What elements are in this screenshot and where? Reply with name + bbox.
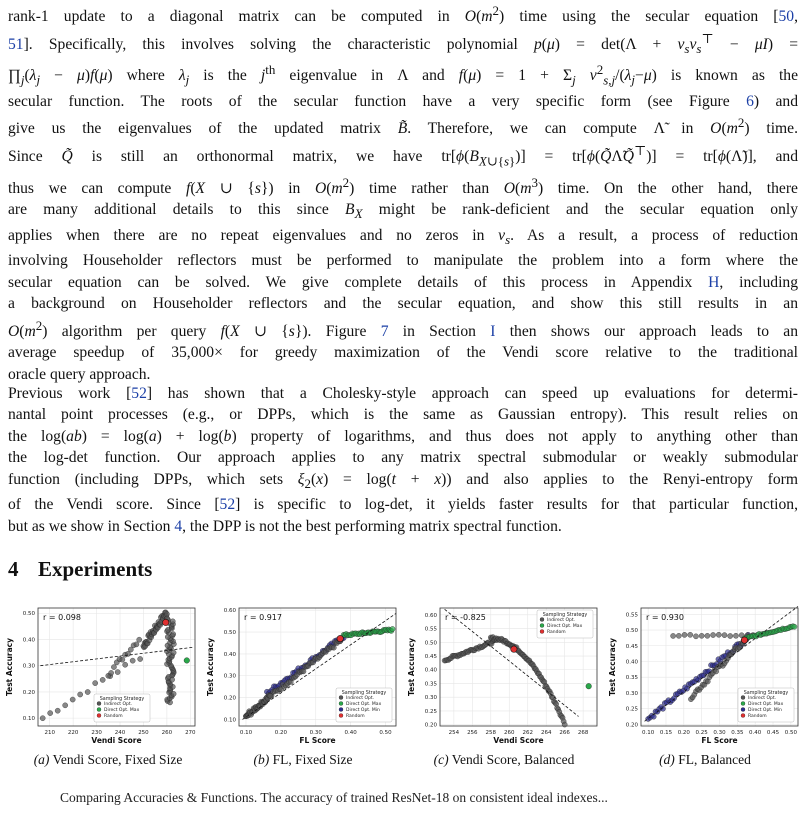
y-axis-label: Test Accuracy: [206, 638, 215, 696]
correlation-label: r = 0.098: [43, 613, 81, 622]
y-tick-label: 0.20: [625, 722, 638, 729]
legend-marker: [339, 714, 343, 718]
y-tick-label: 0.50: [22, 611, 35, 618]
legend-title: Sampling Strategy: [743, 691, 789, 696]
legend-marker: [741, 696, 745, 700]
data-point-indirect: [170, 619, 175, 624]
text-line: secular equation can be solved. We give complete details of this process in Appendix H, including: [8, 273, 799, 291]
x-tick-label: 258: [485, 730, 497, 736]
data-point-indirect: [70, 697, 75, 702]
y-tick-label: 0.40: [22, 637, 35, 644]
subcaption-label: (a): [33, 752, 50, 767]
data-point-indirect: [699, 633, 704, 638]
subcaption-text: FL, Balanced: [678, 752, 751, 767]
text-line: average speedup of 35,000× for greedy maximization of the Vendi score relative to the traditional: [8, 344, 798, 362]
section-heading: [8, 557, 152, 582]
x-tick-label: 270: [185, 730, 196, 736]
x-tick-label: 220: [67, 730, 79, 736]
y-tick-label: 0.60: [424, 612, 437, 619]
y-tick-label: 0.30: [223, 673, 236, 680]
body-paragraph-2: [8, 383, 798, 537]
data-point-random: [511, 646, 517, 652]
scatter-chart-vendi-fixed: [2, 602, 202, 748]
y-tick-label: 0.30: [22, 663, 35, 670]
y-tick-label: 0.40: [223, 651, 236, 658]
y-tick-label: 0.55: [424, 626, 437, 633]
legend-entry: Indirect Opt.: [547, 618, 576, 623]
subcaption-text: Vendi Score, Balanced: [451, 752, 575, 767]
text-line: but as we show in Section 4, the DPP is not the best performing matrix spectral function.: [8, 517, 562, 535]
x-tick-label: 250: [138, 730, 149, 736]
x-axis-label: FL Score: [701, 736, 738, 745]
y-tick-label: 0.10: [223, 717, 236, 724]
subcaption-label: (d): [659, 752, 675, 767]
y-tick-label: 0.50: [223, 630, 236, 637]
legend-entry: Random: [748, 714, 767, 719]
x-tick-label: 260: [504, 730, 515, 736]
correlation-label: r = -0.825: [445, 613, 486, 622]
legend-marker: [339, 702, 343, 706]
x-tick-label: 0.35: [731, 730, 744, 736]
legend-marker: [741, 714, 745, 718]
text-line: the log-det function. Our approach applies to any matrix spectral submodular or weakly submodular: [8, 449, 798, 467]
y-tick-label: 0.35: [424, 681, 437, 688]
legend-marker: [97, 702, 101, 706]
x-tick-label: 262: [522, 730, 533, 736]
text-line: applies when there are no repeat eigenvalues and no zeros in $v_s$. As a result, a process of reduction: [8, 226, 798, 247]
subcaption-text: Vendi Score, Fixed Size: [52, 752, 183, 767]
text-line: are many additional details to this since $B_X$ might be rank-deficient and the secular equation only: [8, 201, 799, 222]
y-tick-label: 0.40: [424, 667, 437, 674]
chart-panel-d: [605, 602, 805, 748]
x-axis-label: Vendi Score: [493, 736, 544, 745]
x-tick-label: 0.45: [766, 730, 780, 736]
legend-marker: [97, 714, 101, 718]
legend-marker: [540, 624, 544, 628]
subcaption-text: FL, Fixed Size: [272, 752, 353, 767]
data-point-indirect: [722, 633, 727, 638]
x-tick-label: 0.30: [309, 730, 322, 736]
legend-marker: [741, 702, 745, 706]
x-tick-label: 0.10: [642, 730, 655, 736]
data-point-indirect: [268, 693, 273, 698]
data-point-direct-max: [184, 658, 190, 664]
data-point-indirect: [671, 633, 676, 638]
y-tick-label: 0.30: [625, 690, 638, 697]
text-line: thus we can compute f(X ∪ {s}) in $O(m^2)$ time rather than $O(m^3)$ time. On the other hand, there: [8, 174, 798, 197]
x-tick-label: 0.50: [379, 730, 392, 736]
y-tick-label: 0.30: [424, 695, 437, 702]
x-tick-label: 0.20: [677, 730, 690, 736]
legend-entry: Indirect Opt.: [346, 696, 375, 701]
scatter-chart-vendi-balanced: [404, 602, 604, 748]
data-point-indirect: [48, 710, 53, 715]
y-tick-label: 0.25: [424, 708, 437, 715]
y-axis-label: Test Accuracy: [608, 638, 617, 696]
subcaption-label: (c): [433, 752, 449, 767]
y-axis-label: Test Accuracy: [5, 638, 14, 696]
data-point-indirect: [55, 708, 60, 713]
legend-entry: Indirect Opt.: [748, 696, 777, 701]
section-title: Experiments: [38, 557, 153, 581]
y-tick-label: 0.20: [223, 695, 236, 702]
text-line: give us the eigenvalues of the updated matrix B̃. Therefore, we can compute Λ̃ in $O(m^2)$ time.: [8, 115, 798, 138]
x-tick-label: 0.30: [713, 730, 726, 736]
x-tick-label: 256: [467, 730, 478, 736]
x-tick-label: 0.15: [659, 730, 673, 736]
data-point-indirect: [130, 658, 135, 663]
data-point-indirect: [134, 642, 139, 647]
subcaption-a: [8, 752, 208, 768]
text-line: of the Vendi score. Since [52] is specific to log-det, it yields faster results for that particular function,: [8, 496, 798, 514]
x-tick-label: 0.10: [239, 730, 253, 736]
chart-panel-c: [404, 602, 604, 748]
text-line: 51]. Specifically, this involves solving the characteristic polynomial $p(\mu) = \det(\Lambda + v_sv_s^⊤ - \mu I)$ =: [8, 30, 799, 56]
text-line: Since Q̃ is still an orthonormal matrix, we have $tr[\phi(B_{X\cup\{s\}})]$ = tr[ϕ(Q̃Λ̃Q̃⊤)] = tr[ϕ(Λ̃)], and: [8, 143, 799, 169]
legend-entry: Random: [547, 630, 566, 635]
legend-title: Sampling Strategy: [341, 691, 387, 696]
section-number: 4: [8, 557, 19, 581]
legend-title: Sampling Strategy: [542, 613, 588, 618]
scatter-chart-fl-balanced: [605, 602, 805, 748]
data-point-indirect: [693, 634, 698, 639]
data-point-indirect: [710, 632, 715, 637]
x-tick-label: 264: [540, 730, 552, 736]
data-point-indirect: [63, 703, 68, 708]
text-line: the log(ab) = log(a) + log(b) property of logarithms, and thus does not apply to anything other than: [8, 427, 799, 445]
text-line: $\prod_j(\lambda_j - \mu)f(\mu)$ where $\lambda_j$ is the $j^{th}$ eigenvalue in Λ and $f(\mu) = 1 + \Sigma_j$ $v^2_{s,j}/(\lambda_j-\mu)$ is known as the: [8, 62, 799, 88]
data-point-direct-max: [586, 683, 592, 689]
y-tick-label: 0.25: [625, 706, 638, 713]
data-point-indirect: [137, 637, 142, 642]
data-point-indirect: [682, 632, 687, 637]
figure-caption: Comparing Accuracies & Functions. The accuracy of trained ResNet-18 on consistent ideal indexes...: [60, 790, 608, 805]
y-tick-label: 0.50: [424, 640, 437, 647]
x-tick-label: 210: [44, 730, 55, 736]
y-tick-label: 0.45: [424, 654, 437, 661]
y-tick-label: 0.60: [223, 608, 236, 615]
x-tick-label: 0.20: [274, 730, 287, 736]
subcaption-d: [605, 752, 805, 768]
x-tick-label: 254: [448, 730, 460, 736]
data-point-indirect: [331, 645, 336, 650]
legend-entry: Direct Opt. Max: [346, 702, 382, 707]
scatter-chart-fl-fixed: [203, 602, 403, 748]
data-point-indirect: [676, 633, 681, 638]
y-axis-label: Test Accuracy: [407, 638, 416, 696]
text-line: oracle query approach.: [8, 365, 151, 383]
legend-entry: Random: [104, 714, 123, 719]
text-line: rank-1 update to a diagonal matrix can be computed in $O(m^2)$ time using the secular equation [50,: [8, 3, 798, 26]
x-tick-label: 0.25: [695, 730, 708, 736]
y-tick-label: 0.55: [625, 612, 638, 619]
legend-marker: [540, 618, 544, 622]
x-tick-label: 266: [559, 730, 570, 736]
legend-entry: Direct Opt. Max: [748, 702, 784, 707]
data-point-direct-max: [792, 624, 797, 629]
data-point-indirect: [733, 633, 738, 638]
data-point-indirect: [109, 670, 114, 675]
data-point-random: [337, 635, 343, 641]
text-line: Previous work [52] has shown that a Cholesky-style approach can speed up evaluations for determi-: [8, 385, 798, 402]
correlation-label: r = 0.930: [646, 613, 684, 622]
correlation-label: r = 0.917: [244, 613, 282, 622]
data-point-indirect: [111, 664, 116, 669]
x-tick-label: 268: [577, 730, 589, 736]
data-point-indirect: [93, 681, 98, 686]
data-point-indirect: [78, 692, 83, 697]
data-point-indirect: [85, 689, 90, 694]
x-tick-label: 0.40: [344, 730, 357, 736]
data-point-indirect: [40, 716, 45, 721]
data-point-indirect: [728, 633, 733, 638]
x-axis-label: FL Score: [299, 736, 336, 745]
chart-panel-b: [203, 602, 403, 748]
legend-marker: [339, 696, 343, 700]
y-tick-label: 0.20: [22, 689, 35, 696]
legend-entry: Indirect Opt.: [104, 702, 133, 707]
text-line: nantal point processes (e.g., or DPPs, which is the same as Gaussian entropy). This result relies on: [8, 406, 798, 424]
x-tick-label: 0.40: [749, 730, 762, 736]
legend-marker: [540, 630, 544, 634]
y-tick-label: 0.45: [625, 643, 638, 650]
subcaption-label: (b): [253, 752, 270, 767]
legend-entry: Random: [346, 714, 365, 719]
data-point-indirect: [100, 677, 105, 682]
x-tick-label: 240: [114, 730, 126, 736]
legend-title: Sampling Strategy: [99, 697, 145, 702]
text-line: a background on Householder reflectors and the secular equation, and show this still results in an: [8, 295, 798, 313]
data-point-indirect: [120, 657, 125, 662]
subcaption-c: [404, 752, 604, 768]
y-tick-label: 0.20: [424, 722, 437, 729]
y-tick-label: 0.10: [22, 716, 35, 723]
data-point-indirect: [688, 632, 693, 637]
legend-entry: Direct Opt. Max: [547, 624, 583, 629]
text-line: involving Householder reflectors must be performed to manipulate the problem into a form where the: [8, 252, 798, 270]
text-line: secular function. The roots of the secular function have a very specific form (see Figure 6) and: [8, 93, 798, 110]
x-tick-label: 260: [161, 730, 173, 736]
data-point-indirect: [716, 632, 721, 637]
data-point-indirect: [562, 722, 567, 727]
x-tick-label: 0.50: [784, 730, 797, 736]
legend-marker: [339, 708, 343, 712]
legend-entry: Direct Opt. Min: [748, 708, 782, 713]
y-tick-label: 0.50: [625, 628, 638, 635]
data-point-indirect: [115, 669, 120, 674]
data-point-indirect: [138, 656, 143, 661]
text-line: $O(m^2)$ algorithm per query f(X ∪ {s}). Figure 7 in Section I then shows our approach leads to an: [8, 317, 798, 340]
body-paragraph-1: [8, 0, 798, 385]
y-tick-label: 0.35: [625, 675, 638, 682]
subcaption-b: [203, 752, 403, 768]
data-point-indirect: [123, 662, 128, 667]
x-axis-label: Vendi Score: [91, 736, 142, 745]
data-point-indirect: [705, 633, 710, 638]
data-point-indirect: [301, 669, 306, 674]
legend-entry: Direct Opt. Min: [346, 708, 380, 713]
legend-entry: Direct Opt. Max: [104, 708, 140, 713]
data-point-direct-max: [390, 626, 395, 631]
data-point-random: [741, 637, 747, 643]
text-line: function (including DPPs, which sets $\xi_2(x) = \log(t + x)$) and also applies to the Renyi-entropy form: [8, 470, 798, 491]
data-point-random: [163, 619, 169, 625]
legend-marker: [97, 708, 101, 712]
x-tick-label: 230: [91, 730, 102, 736]
chart-panel-a: [2, 602, 202, 748]
legend-marker: [741, 708, 745, 712]
y-tick-label: 0.40: [625, 659, 638, 666]
